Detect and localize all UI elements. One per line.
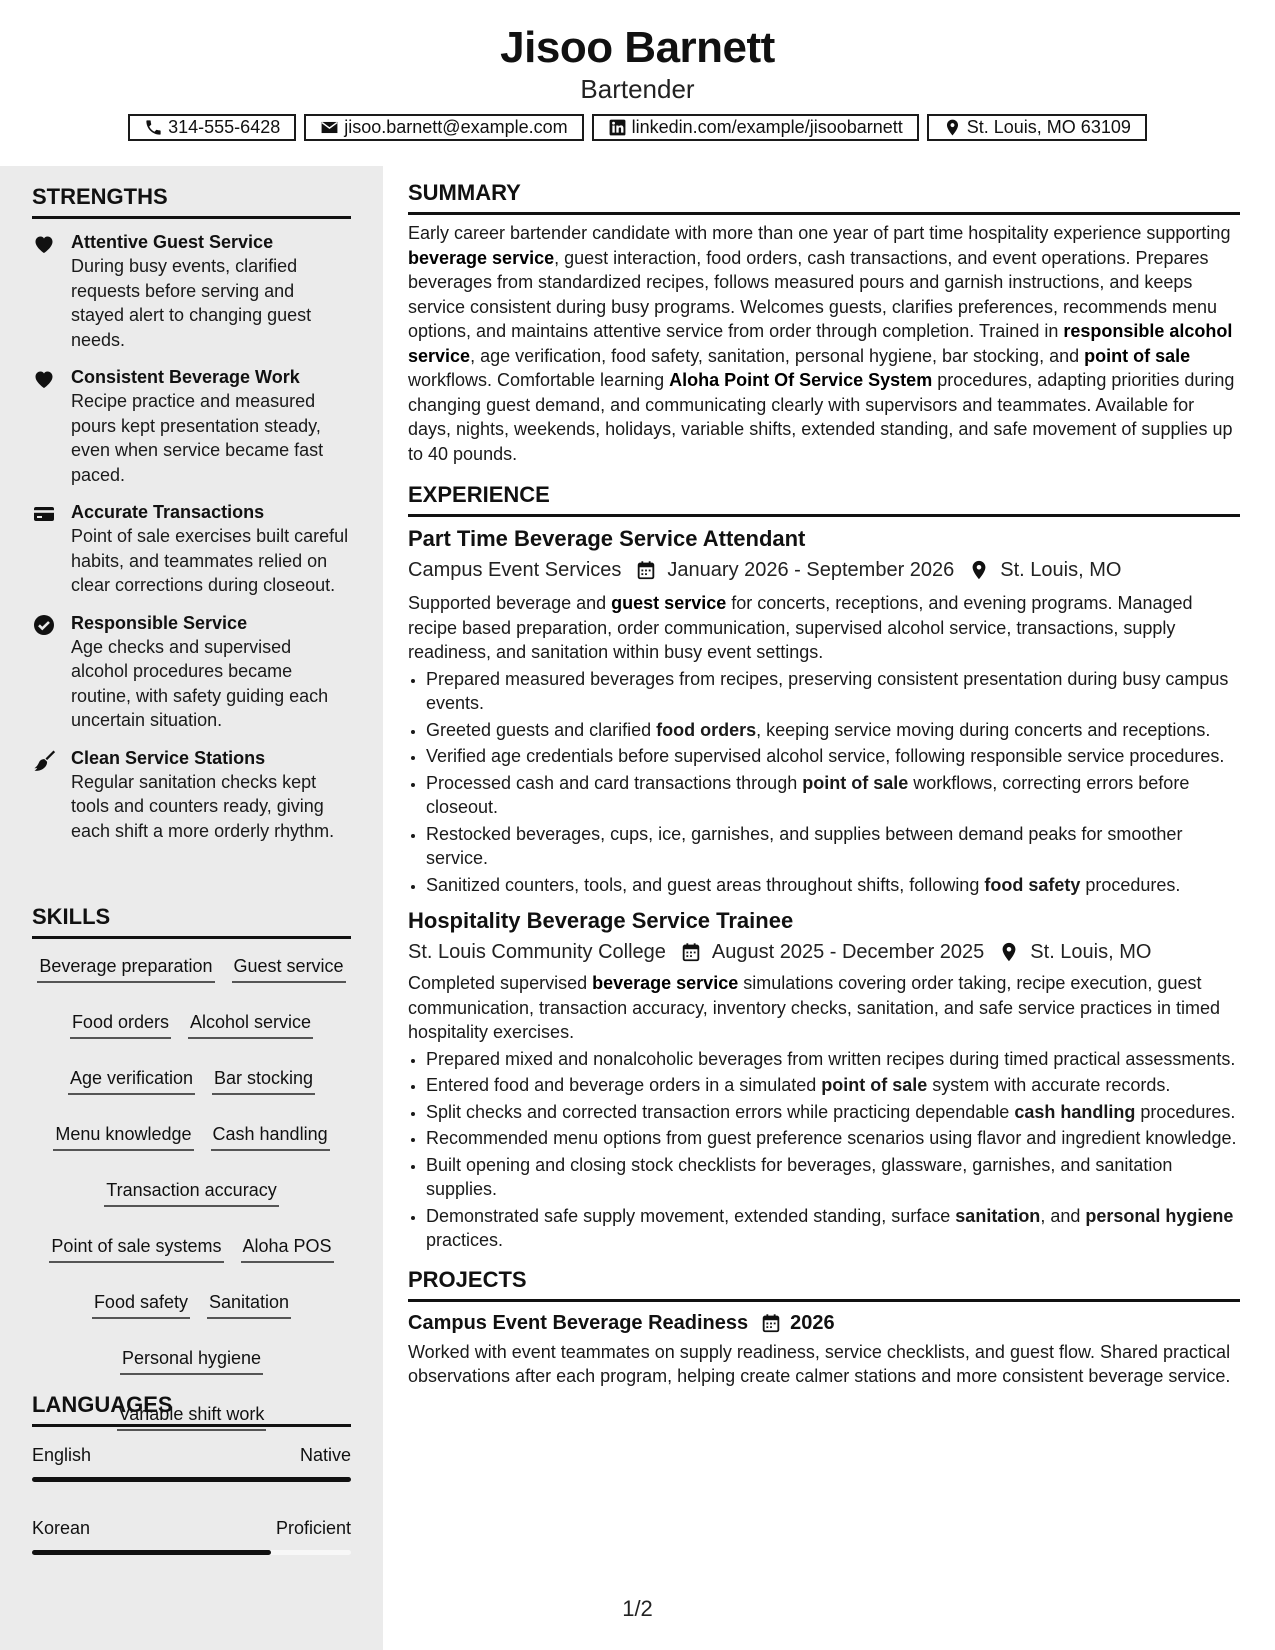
skill-tag: Food safety: [92, 1289, 190, 1319]
heart-icon: [32, 232, 56, 256]
job-bullet: • Prepared mixed and nonalcoholic beverages from written recipes during timed practical assessments.: [426, 1047, 1240, 1072]
linkedin-icon: [608, 118, 627, 137]
job-bullet: • Restocked beverages, cups, ice, garnishes, and supplies between demand peaks for smoother service.: [426, 822, 1240, 871]
contact-location[interactable]: [927, 114, 1147, 141]
strength-item: [32, 747, 351, 844]
skill-tag: Bar stocking: [212, 1065, 315, 1095]
skills-section: [32, 904, 351, 1431]
job-bullet: • Processed cash and card transactions through point of sale workflows, correcting errors before closeout.: [426, 771, 1240, 820]
job-bullet: • Prepared measured beverages from recipes, preserving consistent presentation during busy campus events.: [426, 667, 1240, 716]
job-company: St. Louis Community College: [408, 941, 666, 963]
language-level: Proficient: [275, 1518, 351, 1538]
job-entry: [408, 525, 1240, 897]
summary-heading: SUMMARY: [408, 180, 1240, 215]
page-number: 1/2: [622, 1596, 653, 1621]
contact-text: St. Louis, MO 63109: [966, 117, 1131, 137]
sidebar: [0, 166, 383, 1650]
experience-heading: EXPERIENCE: [408, 482, 1240, 517]
check-circle-icon: [32, 613, 56, 637]
candidate-title: Bartender: [580, 74, 695, 104]
envelope-icon: [320, 118, 339, 137]
strength-desc: Age checks and supervised alcohol procedures became routine, with safety guiding each uncertain situation.: [71, 636, 329, 730]
language-level: Native: [299, 1445, 351, 1465]
strength-title: Clean Service Stations: [71, 747, 266, 768]
job-bullet: • Sanitized counters, tools, and guest areas throughout shifts, following food safety procedures.: [426, 873, 1240, 898]
language-level-fill: [32, 1477, 351, 1482]
skill-tag: Point of sale systems: [49, 1233, 223, 1263]
contact-text: linkedin.com/example/jisoobarnett: [631, 117, 903, 137]
job-dates: August 2025 - December 2025: [711, 941, 985, 963]
strength-desc: During busy events, clarified requests before serving and stayed alert to changing guest needs.: [71, 256, 312, 350]
strength-title: Consistent Beverage Work: [71, 367, 300, 387]
resume-header: [0, 22, 1275, 104]
job-description: Supported beverage and guest service for concerts, receptions, and evening programs. Managed recipe based preparation, order communication, supervised alcohol service, transactions, supply readiness, and sanitation within busy event settings.: [408, 593, 1193, 662]
language-item: [32, 1443, 351, 1482]
skill-tag: Age verification: [68, 1065, 195, 1095]
skill-tag: Sanitation: [207, 1289, 291, 1319]
location-pin-icon: [943, 118, 962, 137]
strength-desc: Recipe practice and measured pours kept presentation steady, even when service became fast paced.: [71, 391, 324, 485]
job-bullet: • Greeted guests and clarified food orders, keeping service moving during concerts and receptions.: [426, 718, 1240, 743]
job-title: Part Time Beverage Service Attendant: [408, 526, 806, 551]
job-description: Completed supervised beverage service simulations covering order taking, recipe execution, guest communication, transaction accuracy, inventory checks, sanitation, and safe service practices in timed hospitality exercises.: [408, 973, 1221, 1042]
skill-tag: Aloha POS: [241, 1233, 334, 1263]
skill-tag: Food orders: [70, 1009, 171, 1039]
job-bullet: • Split checks and corrected transaction errors while practicing dependable cash handling procedures.: [426, 1100, 1240, 1125]
language-level-bar: [32, 1550, 351, 1555]
language-name: Korean: [32, 1518, 91, 1538]
strengths-section: [32, 184, 351, 843]
job-meta: [408, 939, 1240, 965]
skill-tag: Personal hygiene: [120, 1345, 263, 1375]
strength-item: [32, 231, 351, 352]
skill-tag: Alcohol service: [188, 1009, 313, 1039]
job-entry: [408, 907, 1240, 1253]
contact-linkedin[interactable]: [592, 114, 919, 141]
job-bullets: [408, 667, 1240, 898]
candidate-name: Jisoo Barnett: [500, 23, 775, 72]
contact-email[interactable]: [304, 114, 583, 141]
job-company: Campus Event Services: [408, 559, 622, 581]
job-meta: [408, 557, 1240, 583]
strength-title: Accurate Transactions: [71, 502, 265, 522]
languages-heading: LANGUAGES: [32, 1392, 351, 1427]
calendar-icon: [680, 941, 702, 963]
project-description: Worked with event teammates on supply readiness, service checklists, and guest flow. Shared practical observations after each program, helping create calmer stations and more consistent beverage service.: [408, 1341, 1231, 1386]
heart-icon: [32, 367, 56, 391]
job-bullet: • Verified age credentials before supervised alcohol service, following responsible service procedures.: [426, 744, 1240, 769]
job-location: St. Louis, MO: [1000, 559, 1122, 581]
contact-text: jisoo.barnett@example.com: [344, 117, 568, 137]
skill-tag: Transaction accuracy: [104, 1177, 278, 1207]
job-dates: January 2026 - September 2026: [667, 559, 955, 581]
skill-tag: Variable shift work: [117, 1401, 267, 1431]
skills-heading: SKILLS: [32, 904, 351, 939]
skill-tag: Cash handling: [211, 1121, 330, 1151]
strength-item: [32, 612, 351, 733]
job-bullet: • Entered food and beverage orders in a simulated point of sale system with accurate records.: [426, 1073, 1240, 1098]
location-pin-icon: [998, 941, 1020, 963]
calendar-icon: [635, 559, 657, 581]
language-name: English: [32, 1445, 92, 1465]
experience-section: [408, 482, 1240, 1253]
summary-section: [408, 180, 1240, 466]
credit-card-icon: [32, 502, 56, 526]
strength-desc: Point of sale exercises built careful habits, and teammates relied on clear corrections during closeout.: [71, 526, 349, 595]
strength-title: Attentive Guest Service: [71, 232, 274, 252]
skill-tag: Guest service: [232, 953, 346, 983]
project-year: 2026: [790, 1311, 835, 1334]
languages-section: [32, 1392, 351, 1555]
job-title: Hospitality Beverage Service Trainee: [408, 908, 794, 933]
skill-tag: Menu knowledge: [53, 1121, 193, 1151]
location-pin-icon: [968, 559, 990, 581]
strength-desc: Regular sanitation checks kept tools and counters ready, giving each shift a more orderly rhythm.: [71, 771, 335, 841]
strengths-heading: STRENGTHS: [32, 184, 351, 219]
summary-text: Early career bartender candidate with more than one year of part time hospitality experience supporting beverage service, guest interaction, food orders, cash transactions, and event operations. Prepares beverages from standardized recipes, follows measured pours and garnish instructions, and keeps service consistent during busy programs. Welcomes guests, clarifies preferences, recommends menu options, and maintains attentive service from order through completion. Trained in responsible alcohol service, age verification, food safety, sanitation, personal hygiene, bar stocking, and point of sale workflows. Comfortable learning Aloha Point Of Service System procedures, adapting priorities during changing guest demand, and communicating clearly with supervisors and teammates. Available for days, nights, weekends, holidays, variable shifts, extended standing, and safe movement of supplies up to 40 pounds.: [408, 223, 1235, 464]
language-level-bar: [32, 1477, 351, 1482]
projects-heading: PROJECTS: [408, 1267, 1240, 1302]
contact-phone[interactable]: [128, 114, 296, 141]
job-bullet: • Recommended menu options from guest preference scenarios using flavor and ingredient knowledge.: [426, 1126, 1240, 1151]
project-header: [408, 1310, 1240, 1336]
job-bullet: • Built opening and closing stock checklists for beverages, glassware, garnishes, and sanitation supplies.: [426, 1153, 1240, 1202]
job-bullets: [408, 1047, 1240, 1253]
strength-title: Responsible Service: [71, 612, 248, 633]
project-title: Campus Event Beverage Readiness: [408, 1311, 749, 1334]
main-column: [408, 180, 1240, 1389]
phone-icon: [144, 118, 163, 137]
projects-section: [408, 1267, 1240, 1389]
contact-text: 314-555-6428: [168, 117, 281, 137]
skills-list: [32, 953, 351, 1431]
language-item: [32, 1516, 351, 1555]
language-level-fill: [32, 1550, 271, 1555]
strength-item: [32, 366, 351, 487]
contact-bar: [0, 114, 1275, 141]
broom-icon: [32, 748, 56, 772]
strength-item: [32, 501, 351, 598]
calendar-icon: [760, 1312, 782, 1334]
job-location: St. Louis, MO: [1030, 941, 1152, 963]
skill-tag: Beverage preparation: [37, 953, 214, 983]
job-bullet: • Demonstrated safe supply movement, extended standing, surface sanitation, and personal hygiene practices.: [426, 1204, 1240, 1253]
